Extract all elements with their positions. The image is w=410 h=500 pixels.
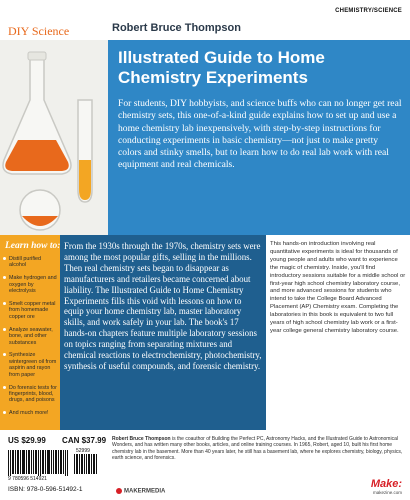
list-item-label: Analyze seawater, bone, and other substances: [9, 326, 53, 346]
flask-icon: [0, 40, 108, 235]
bullet-icon: [3, 257, 6, 260]
list-item-label: Distill purified alcohol: [9, 256, 42, 269]
list-item: [3, 327, 59, 346]
price-line: [8, 436, 120, 445]
intro-text: For students, DIY hobbyists, and science buffs who can no longer get real chemistry sets, this one-of-a-kind guide explains how to set up and use a home chemistry lab inexpensively, with step-by-step instructions for conducting experiments in basic chemistry—not just to make pretty colors and stinky smells, but to learn how to do real lab work with real equipment and real chemicals.: [118, 98, 402, 171]
middle-text: From the 1930s through the 1970s, chemistry sets were among the most popular gifts, selling in the millions. Then real chemistry sets began to disappear as manufacturers and retailers became concerned about liability. The Illustrated Guide to Home Chemistry Experiments fills this void with lessons on how to equip your home chemistry lab, master laboratory skills, and work safely in your lab. The book's 17 hands-on chapters feature multiple laboratory sessions on topics ranging from separating mixtures and chemical reactions to electrochemistry, photochemistry, synthesis of useful compounds, and forensic chemistry.: [64, 241, 262, 371]
list-item-label: Make hydrogen and oxygen by electrolysis: [9, 275, 57, 295]
isbn: ISBN: 978-0-596-51492-1: [8, 486, 83, 493]
flask-illustration: [0, 40, 108, 235]
list-item-label: Synthesize wintergreen oil from aspirin and rayon from paper: [9, 352, 57, 378]
bullet-icon: [3, 353, 6, 356]
bio-text: is the coauthor of Building the Perfect PC, Astronomy Hacks, and the Illustrated Guide to Astronomical Wonders, and has written many other books, articles, and online training courses. In 1965, Robert, aged 10, built his first home chemistry lab in the basement. More than 40 years later, he still has a basement lab, where he explores chemistry, biology, physics, earth science, and forensics.: [112, 436, 403, 461]
bullet-icon: [3, 328, 6, 331]
author-name: Robert Bruce Thompson: [112, 22, 241, 34]
barcode-digits: 9 780596 514921: [8, 476, 47, 482]
barcode-addon: 52999: [76, 448, 90, 454]
price-us: US $29.99: [8, 436, 46, 445]
author-bio: [112, 436, 408, 461]
list-item: [3, 385, 59, 404]
series-label: DIY Science: [8, 24, 70, 38]
make-url: makezine.com: [372, 490, 402, 495]
bio-name: Robert Bruce Thompson: [112, 436, 171, 442]
bullet-icon: [3, 302, 6, 305]
list-item: [3, 301, 59, 320]
maker-icon: [116, 488, 122, 494]
list-item: [3, 256, 59, 269]
list-item-label: Do forensic tests for fingerprints, blood, drugs, and poisons: [9, 384, 57, 404]
list-item-label: Smelt copper metal from homemade copper ore: [9, 301, 56, 320]
list-item: [3, 410, 59, 416]
list-item: [3, 352, 59, 378]
make-logo: Make:: [370, 478, 402, 490]
learn-title: Learn how to:: [5, 241, 61, 251]
bullet-icon: [3, 411, 6, 414]
right-text: This hands-on introduction involving real quantitative experiments is ideal for thousands of young people and adults who want to experience the magic of chemistry. Inside, you'll find introductory sessions suitable for a middle school or first-year high school chemistry laboratory course, and more advanced sessions for students who intend to take the College Board Advanced Placement (AP) Chemistry exam. Completing the laboratories in this book is equivalent to two full years of high school chemistry lab work or a first-year college general chemistry laboratory course.: [270, 241, 406, 334]
learn-list: [3, 256, 59, 423]
price-can: CAN $37.99: [62, 436, 107, 445]
publisher-name: MAKERMEDIA: [124, 488, 166, 495]
category-label: CHEMISTRY/SCIENCE: [335, 8, 402, 14]
list-item: [3, 275, 59, 294]
book-title: Illustrated Guide to Home Chemistry Experiments: [118, 48, 325, 87]
publisher-logo: [116, 488, 165, 495]
list-item-label: And much more!: [9, 410, 49, 417]
bullet-icon: [3, 276, 6, 279]
bullet-icon: [3, 386, 6, 389]
